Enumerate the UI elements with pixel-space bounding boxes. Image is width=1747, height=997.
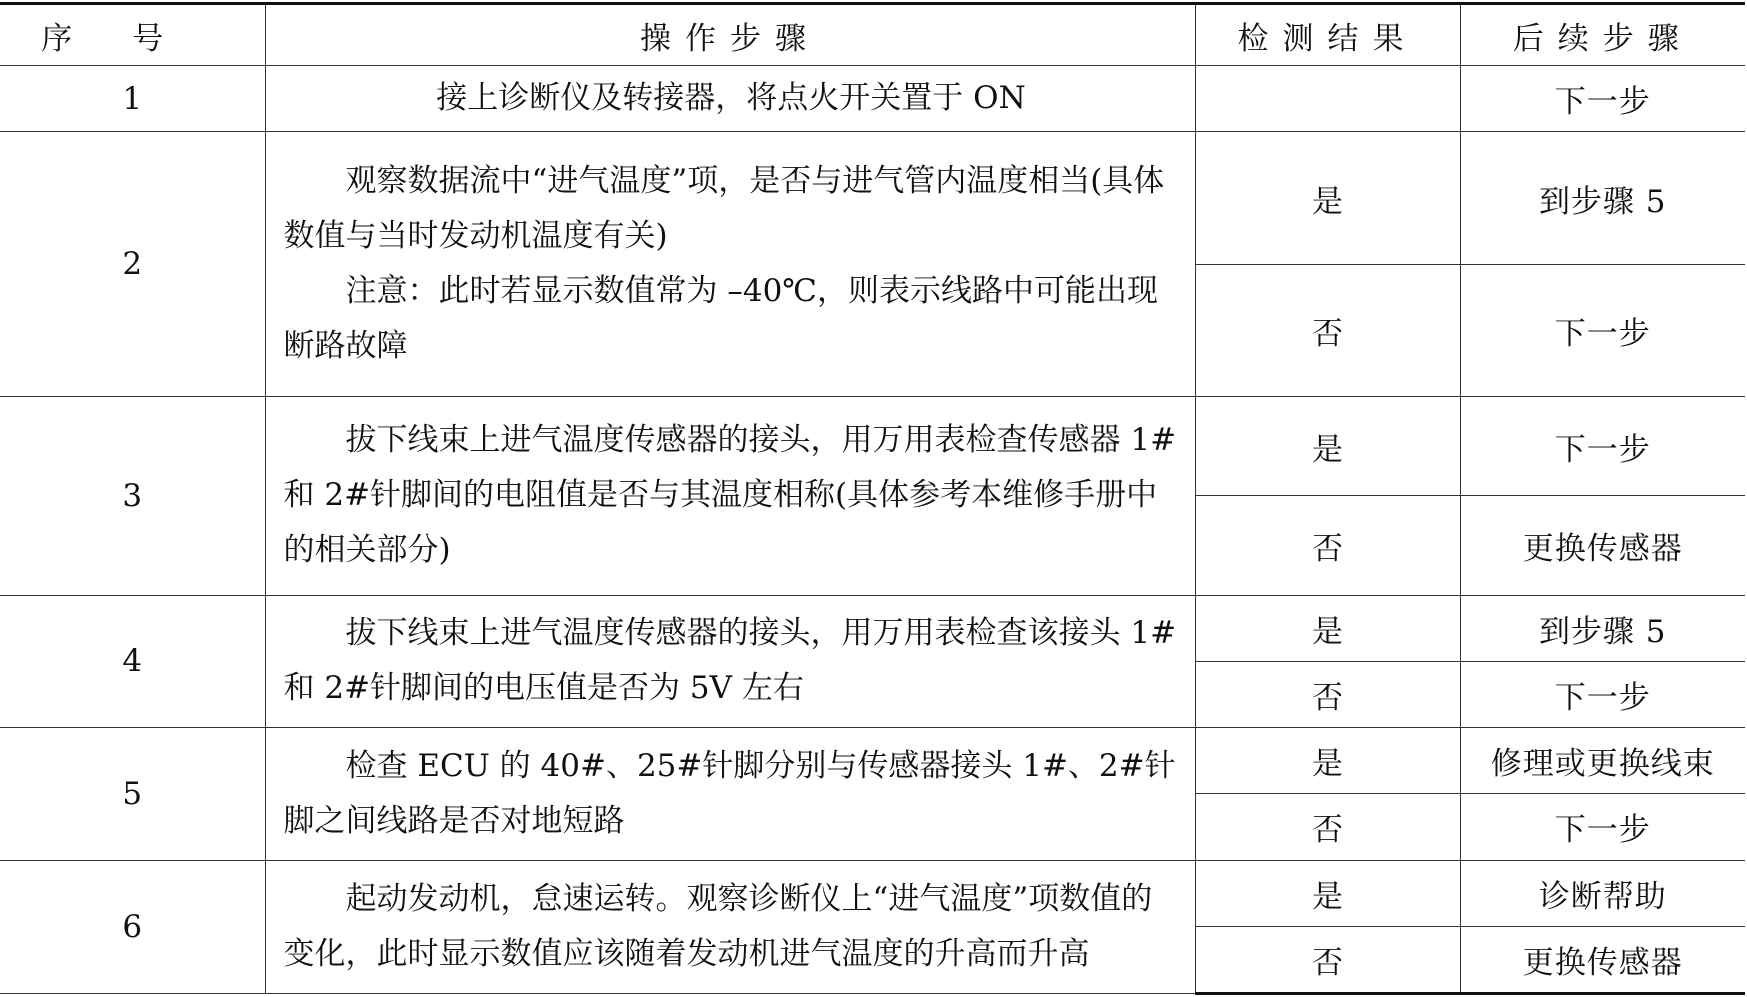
step-description [265,132,1195,397]
result-cell: 是 [1195,860,1460,926]
step-number: 2 [0,132,265,397]
step-number: 5 [0,728,265,860]
result-cell: 是 [1195,132,1460,264]
step-description [265,66,1195,132]
step-description [265,860,1195,994]
table-header-row [0,4,1745,66]
header-seq: 序号 [0,4,265,66]
next-step-cell: 到步骤 5 [1460,132,1745,264]
step-text: 检查 ECU 的 40#、25#针脚分别与传感器接头 1#、2#针脚之间线路是否对地短路 [283,747,1176,839]
result-cell: 是 [1195,397,1460,496]
step-number: 1 [0,66,265,132]
result-cell: 否 [1195,794,1460,860]
next-step-cell: 修理或更换线束 [1460,728,1745,794]
step-text: 接上诊断仪及转接器，将点火开关置于 ON [436,80,1026,117]
result-cell: 否 [1195,661,1460,727]
table-row [0,66,1745,132]
next-step-cell: 诊断帮助 [1460,860,1745,926]
step-number: 3 [0,397,265,596]
step-description [265,595,1195,727]
result-cell: 否 [1195,926,1460,993]
result-cell: 否 [1195,264,1460,396]
result-cell: 否 [1195,496,1460,595]
table-row [0,860,1745,926]
next-step-cell: 下一步 [1460,264,1745,396]
result-cell [1195,66,1460,132]
table-row [0,728,1745,794]
result-cell: 是 [1195,728,1460,794]
next-step-cell: 下一步 [1460,794,1745,860]
next-step-cell: 下一步 [1460,397,1745,496]
next-step-cell: 更换传感器 [1460,926,1745,993]
diagnostic-procedure-table [0,2,1745,995]
table-row [0,397,1745,496]
step-text: 起动发动机，怠速运转。观察诊断仪上“进气温度”项数值的变化，此时显示数值应该随着发动机进气温度的升高而升高 [283,880,1153,972]
table-row [0,595,1745,661]
step-text: 观察数据流中“进气温度”项，是否与进气管内温度相当(具体数值与当时发动机温度有关) [283,163,1165,255]
step-number: 4 [0,595,265,727]
result-cell: 是 [1195,595,1460,661]
step-description [265,728,1195,860]
header-next: 后续步骤 [1460,4,1745,66]
next-step-cell: 下一步 [1460,661,1745,727]
step-note: 注意：此时若显示数值常为 –40℃，则表示线路中可能出现断路故障 [283,273,1158,365]
header-operation: 操作步骤 [265,4,1195,66]
next-step-cell: 更换传感器 [1460,496,1745,595]
next-step-cell: 到步骤 5 [1460,595,1745,661]
table-row [0,132,1745,264]
step-description [265,397,1195,596]
step-text: 拔下线束上进气温度传感器的接头，用万用表检查该接头 1#和 2#针脚间的电压值是否为 5V 左右 [283,615,1177,707]
next-step-cell: 下一步 [1460,66,1745,132]
step-number: 6 [0,860,265,994]
step-text: 拔下线束上进气温度传感器的接头，用万用表检查传感器 1#和 2#针脚间的电阻值是否与其温度相称(具体参考本维修手册中的相关部分) [283,422,1177,569]
header-result: 检测结果 [1195,4,1460,66]
